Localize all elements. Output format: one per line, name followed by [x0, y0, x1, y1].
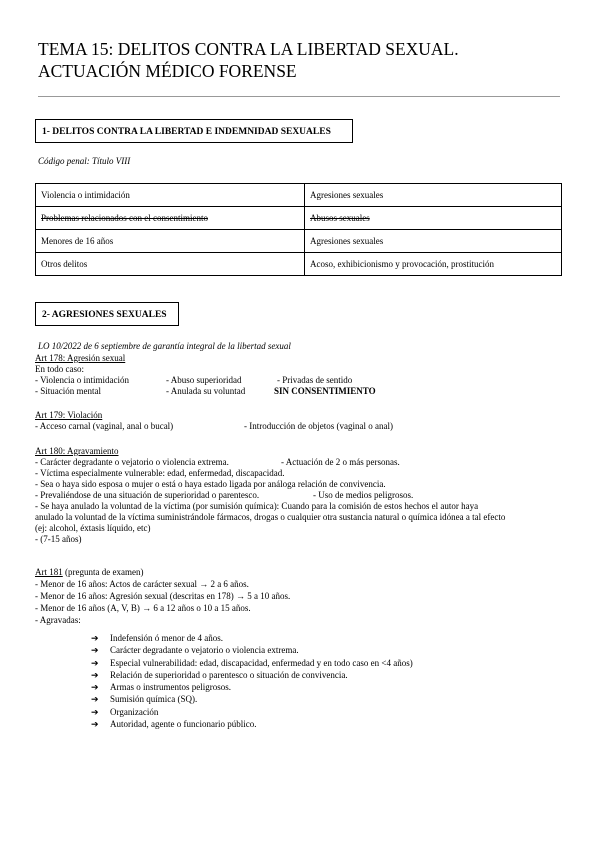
list-item: - Menor de 16 años: Agresión sexual (descritas en 178) → 5 a 10 años. [35, 591, 291, 601]
list-item [91, 718, 413, 730]
art-180-row-1 [35, 457, 505, 468]
arrow-icon: ➔ [91, 706, 99, 717]
art-178-intro: En todo caso: [35, 364, 84, 374]
list-item: - Anulada su voluntad [166, 386, 246, 396]
art-180-title: Art 180: Agravamiento [35, 446, 119, 456]
list-item-text: Armas o instrumentos peligrosos. [110, 682, 231, 693]
arrow-icon: ➔ [91, 657, 99, 668]
list-item: - Abuso superioridad [166, 375, 242, 385]
section-1-heading: 1- DELITOS CONTRA LA LIBERTAD E INDEMNIDAD SEXUALES [35, 119, 353, 143]
table-cell: Problemas relacionados con el consentimiento [36, 207, 305, 230]
list-item: anulado la voluntad de la víctima suministrándole fármacos, drogas o cualquier otra sustancia natural o química idónea a tal efecto [35, 512, 506, 522]
list-item [91, 693, 413, 705]
list-item: (ej: alcohol, éxtasis líquido, etc) [35, 523, 151, 533]
table-cell: Otros delitos [36, 253, 305, 276]
section-2-heading: 2- AGRESIONES SEXUALES [35, 302, 179, 326]
arrow-icon: ➔ [91, 633, 99, 643]
list-item: - Situación mental [35, 386, 101, 396]
art-181-title: Art 181 [35, 567, 63, 577]
title-divider [38, 96, 560, 97]
table-row [36, 184, 562, 207]
art-179-row [35, 421, 393, 432]
list-item: - Acceso carnal (vaginal, anal o bucal) [35, 421, 174, 431]
list-item [91, 657, 413, 669]
list-item [91, 706, 413, 718]
list-item: - Menor de 16 años: Actos de carácter sexual → 2 a 6 años. [35, 579, 249, 589]
list-item: - Privadas de sentido [277, 375, 353, 385]
list-item: - Violencia o intimidación [35, 375, 130, 385]
agravadas-list [91, 632, 413, 730]
codigo-penal-note: Código penal: Título VIII [38, 156, 131, 166]
list-item: - Se haya anulado la voluntad de la víctima (por sumisión química): Cuando para la comisión de estos hechos el autor haya [35, 501, 479, 511]
list-item: - Actuación de 2 o más personas. [281, 457, 400, 467]
table-cell: Agresiones sexuales [305, 184, 562, 207]
list-item: - Carácter degradante o vejatorio o violencia extrema. [35, 457, 229, 467]
arrow-icon: ➔ [91, 719, 99, 730]
lo-reference: LO 10/2022 de 6 septiembre de garantía integral de la libertad sexual [38, 341, 291, 351]
art-181-block [35, 566, 290, 626]
arrow-icon: ➔ [91, 645, 99, 656]
arrow-icon: ➔ [91, 682, 99, 693]
list-item-text: Organización [110, 706, 159, 717]
table-cell: Agresiones sexuales [305, 230, 562, 253]
arrow-icon: ➔ [91, 669, 99, 680]
page-title [38, 38, 459, 82]
list-item: - Sea o haya sido esposa o mujer o está o haya estado ligada por análoga relación de convivencia. [35, 479, 386, 489]
art-178-block [35, 353, 376, 397]
list-item-text: Indefensión ó menor de 4 años. [110, 633, 223, 643]
list-item: - Víctima especialmente vulnerable: edad, enfermedad, discapacidad. [35, 468, 285, 478]
art-178-title: Art 178: Agresión sexual [35, 353, 126, 363]
art-180-block [35, 446, 505, 545]
list-item [91, 644, 413, 656]
table-cell: Abusos sexuales [305, 207, 562, 230]
art-180-row-4 [35, 490, 505, 501]
list-item: - Uso de medios peligrosos. [313, 490, 414, 500]
list-item: - Agravadas: [35, 615, 81, 625]
list-item-text: Especial vulnerabilidad: edad, discapacidad, enfermedad y en todo caso en <4 años) [110, 657, 413, 668]
delitos-table [35, 183, 562, 276]
art-179-title: Art 179: Violación [35, 410, 103, 420]
sin-consentimiento-label: SIN CONSENTIMIENTO [274, 386, 376, 396]
list-item-text: Relación de superioridad o parentesco o situación de convivencia. [110, 669, 348, 680]
table-row [36, 207, 562, 230]
list-item: - Prevaliéndose de una situación de superioridad o parentesco. [35, 490, 260, 500]
list-item [91, 681, 413, 693]
arrow-icon: ➔ [91, 694, 99, 705]
list-item: - Introducción de objetos (vaginal o anal) [244, 421, 393, 431]
art-179-block [35, 410, 393, 432]
table-cell: Acoso, exhibicionismo y provocación, prostitución [305, 253, 562, 276]
table-row [36, 230, 562, 253]
list-item-text: Autoridad, agente o funcionario público. [110, 719, 257, 730]
list-item-text: Carácter degradante o vejatorio o violencia extrema. [110, 645, 299, 656]
list-item-text: Sumisión química (SQ). [110, 694, 198, 705]
list-item [91, 669, 413, 681]
art-178-row-1 [35, 375, 376, 386]
list-item: - Menor de 16 años (A, V, B) → 6 a 12 años o 10 a 15 años. [35, 603, 251, 613]
table-cell: Menores de 16 años [36, 230, 305, 253]
art-181-title-row [35, 566, 290, 578]
table-row [36, 253, 562, 276]
table-cell: Violencia o intimidación [36, 184, 305, 207]
list-item [91, 632, 413, 644]
list-item: - (7-15 años) [35, 534, 82, 544]
art-178-row-2 [35, 386, 376, 397]
art-181-note: (pregunta de examen) [62, 567, 144, 577]
title-line-1: TEMA 15: DELITOS CONTRA LA LIBERTAD SEXUAL. [38, 39, 459, 59]
title-line-2: ACTUACIÓN MÉDICO FORENSE [38, 61, 297, 81]
